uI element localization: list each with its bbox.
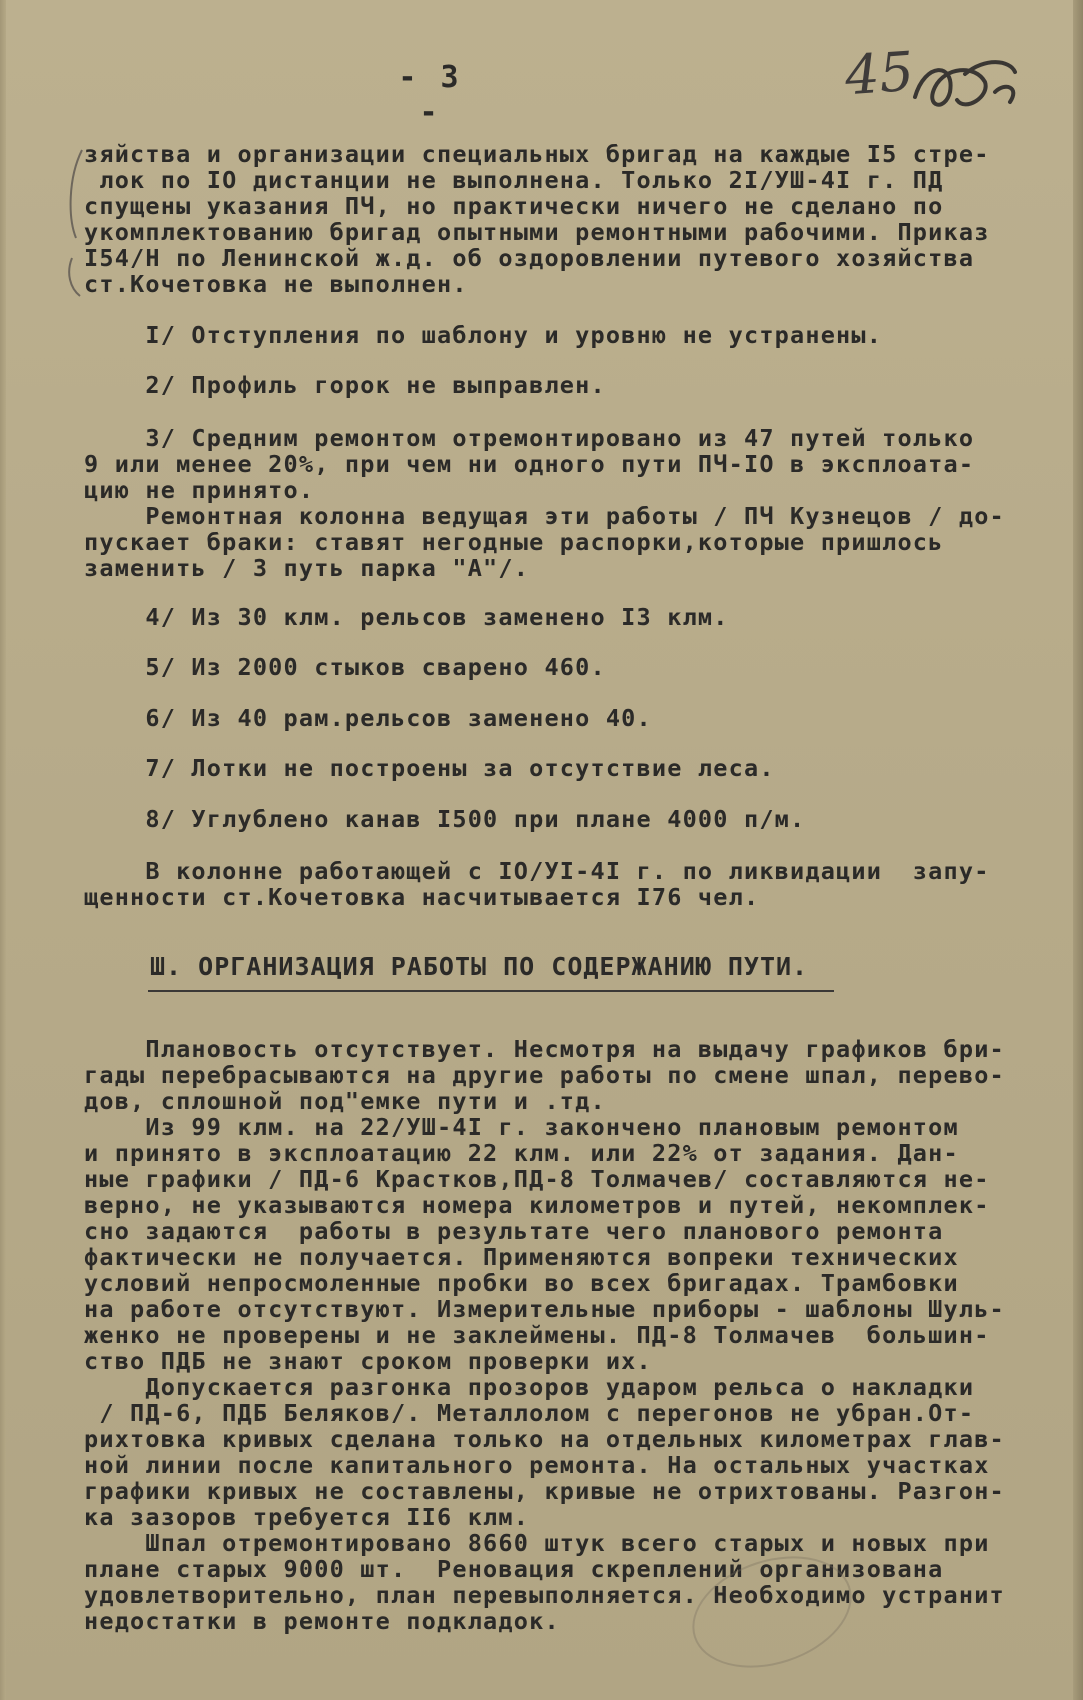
text-line: Допускается разгонка прозоров ударом рельса о накладки (84, 1373, 975, 1401)
text-line: пускает браки: ставят негодные распорки,которые пришлось (84, 528, 944, 556)
section-heading: Ш. ОРГАНИЗАЦИЯ РАБОТЫ ПО СОДЕРЖАНИЮ ПУТИ. (150, 952, 809, 981)
text-line: ка зазоров требуется II6 клм. (84, 1503, 530, 1531)
text-line: цию не принято. (84, 476, 315, 504)
text-line: на работе отсутствуют. Измерительные приборы - шаблоны Шуль- (84, 1295, 1005, 1323)
archive-number-scribble (845, 52, 1025, 122)
text-line: женко не проверены и не заклеймены. ПД-8 Толмачев большин- (84, 1321, 990, 1349)
text-line: Плановость отсутствует. Несмотря на выдачу графиков бри- (84, 1035, 1005, 1063)
text-line: лок по IO дистанции не выполнена. Только 2I/УШ-4I г. ПД (84, 166, 944, 194)
text-line: ст.Кочетовка не выполнен. (84, 270, 468, 298)
text-line: удовлетворительно, план перевыполняется. Необходимо устранит (84, 1581, 1005, 1609)
text-line: спущены указания ПЧ, но практически ничего не сделано по (84, 192, 944, 220)
text-line: щенности ст.Кочетовка насчитывается I76 чел. (84, 883, 760, 911)
archive-number: 45 (842, 39, 916, 108)
page-right-edge (1073, 0, 1083, 1700)
text-line: I54/Н по Ленинской ж.д. об оздоровлении путевого хозяйства (84, 244, 975, 272)
text-line: В колонне работающей с IO/УI-4I г. по ликвидации запу- (84, 857, 990, 885)
text-line: ные графики / ПД-6 Крастков,ПД-8 Толмачев/ составляются не- (84, 1165, 990, 1193)
list-item: I/ Отступления по шаблону и уровню не устранены. (84, 321, 883, 349)
text-line: дов, сплошной под"емке пути и .тд. (84, 1087, 606, 1115)
text-line: верно, не указываются номера километров и путей, некомплек- (84, 1191, 990, 1219)
text-line: ство ПДБ не знают сроком проверки их. (84, 1347, 652, 1375)
text-line: укомплектованию бригад опытными ремонтными рабочими. Приказ (84, 218, 990, 246)
list-item: 8/ Углублено канав I500 при плане 4000 п/м. (84, 805, 806, 833)
text-line: и принято в эксплоатацию 22 клм. или 22% от задания. Дан- (84, 1139, 959, 1167)
text-line: гады перебрасываются на другие работы по смене шпал, перево- (84, 1061, 1005, 1089)
text-line: графики кривых не составлены, кривые не отрихтованы. Разгон- (84, 1477, 1005, 1505)
text-line: ной линии после капитального ремонта. На остальных участках (84, 1451, 990, 1479)
text-line: фактически не получается. Применяются вопреки технических (84, 1243, 959, 1271)
list-item: 4/ Из 30 клм. рельсов заменено I3 клм. (84, 603, 729, 631)
text-line: Ремонтная колонна ведущая эти работы / ПЧ Кузнецов / до- (84, 502, 1005, 530)
text-line: условий непросмоленные пробки во всех бригадах. Трамбовки (84, 1269, 959, 1297)
list-item: 6/ Из 40 рам.рельсов заменено 40. (84, 704, 652, 732)
text-line: недостатки в ремонте подкладок. (84, 1607, 560, 1635)
page-number: - 3 - (398, 60, 462, 130)
text-line: заменить / 3 путь парка "А"/. (84, 554, 530, 582)
heading-underline (148, 990, 834, 992)
text-line: зяйства и организации специальных бригад на каждые I5 стре- (84, 140, 990, 168)
page-left-edge (0, 0, 6, 1700)
list-item: 3/ Средним ремонтом отремонтировано из 47 путей только (84, 424, 975, 452)
text-line: плане старых 9000 шт. Реновация скреплений организована (84, 1555, 944, 1583)
list-item: 2/ Профиль горок не выправлен. (84, 371, 606, 399)
list-item: 5/ Из 2000 стыков сварено 460. (84, 653, 606, 681)
text-line: / ПД-6, ПДБ Беляков/. Металлолом с перегонов не убран.От- (84, 1399, 975, 1427)
text-line: Из 99 клм. на 22/УШ-4I г. закончено плановым ремонтом (84, 1113, 959, 1141)
text-line: Шпал отремонтировано 8660 штук всего старых и новых при (84, 1529, 990, 1557)
list-item: 7/ Лотки не построены за отсутствие леса. (84, 754, 775, 782)
text-line: сно задаются работы в результате чего планового ремонта (84, 1217, 944, 1245)
text-line: 9 или менее 20%, при чем ни одного пути ПЧ-IO в эксплоата- (84, 450, 975, 478)
text-line: рихтовка кривых сделана только на отдельных километрах глав- (84, 1425, 1005, 1453)
